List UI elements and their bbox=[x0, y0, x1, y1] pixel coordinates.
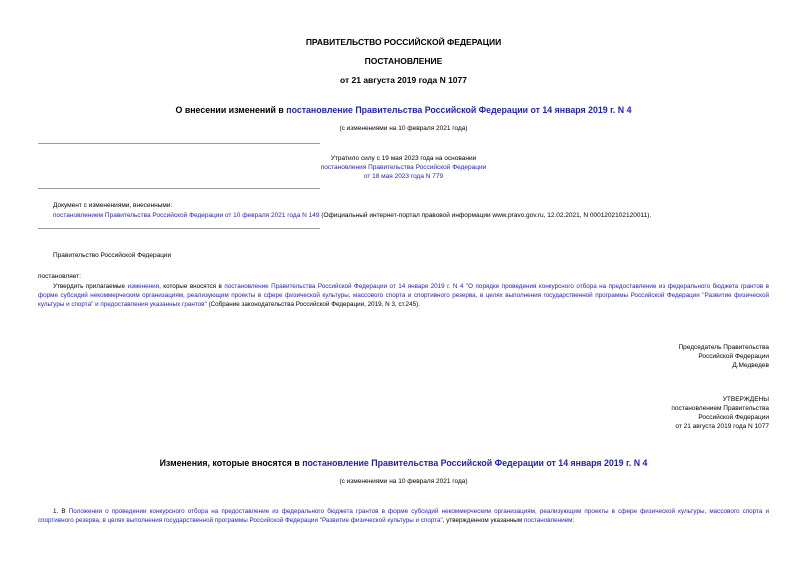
changes-source-text: (Официальный интернет-портал правовой информации www.pravo.gov.ru, 12.02.2021, N 0001202102120011). bbox=[319, 212, 652, 219]
changes-title-edition: (с изменениями на 10 февраля 2021 года) bbox=[339, 478, 468, 485]
changes-label: Документ с изменениями, внесенными: bbox=[53, 202, 173, 209]
approved-heading: УТВЕРЖДЕНЫ bbox=[722, 396, 769, 403]
lapse-notice bbox=[0, 154, 807, 181]
item-1 bbox=[38, 507, 769, 525]
lapse-link-1[interactable]: постановления Правительства Российской Федерации bbox=[320, 164, 487, 171]
signature-title: Председатель Правительства bbox=[678, 344, 769, 351]
government-name: Правительство Российской Федерации bbox=[53, 252, 172, 259]
changes-title-link[interactable]: постановление Правительства Российской Федерации от 14 января 2019 г. N 4 bbox=[302, 458, 648, 468]
signature-name: Д.Медведев bbox=[732, 362, 769, 369]
approved-line-2: постановлением Правительства bbox=[671, 405, 769, 412]
approved-line-3: Российской Федерации bbox=[698, 414, 769, 421]
title-edition: (с изменениями на 10 февраля 2021 года) bbox=[339, 125, 468, 132]
p1-link-resolution[interactable]: постановление Правительства Российской Федерации от 14 января 2019 г. N 4 "О порядке проведения конкурсного отбора на предоставление из федерального бюджета грантов в форме субсидий некоммерческим организациям, реализующим проекты в сфере физической культуры, массового спорта и спортивного резерва, в целях выполнения государственной программы Российской Федерации "Развитие физической культуры и спорта" и предоставления указанных грантов" bbox=[38, 283, 769, 308]
document-title bbox=[0, 105, 807, 115]
divider bbox=[38, 143, 320, 144]
approved-block bbox=[500, 395, 769, 431]
divider bbox=[38, 228, 320, 229]
p1-link-changes[interactable]: изменения bbox=[127, 283, 160, 290]
changes-link[interactable]: постановлением Правительства Российской Федерации от 10 февраля 2021 года N 149 bbox=[53, 212, 320, 219]
document-date: от 21 августа 2019 года N 1077 bbox=[340, 75, 467, 85]
p1-text-c: (Собрание законодательства Российской Федерации, 2019, N 3, ст.245). bbox=[206, 301, 420, 308]
changes-source bbox=[53, 211, 773, 220]
government-header: ПРАВИТЕЛЬСТВО РОССИЙСКОЙ ФЕДЕРАЦИИ bbox=[305, 37, 502, 47]
resolves: постановляет: bbox=[38, 273, 81, 280]
changes-title-prefix: Изменения, которые вносятся в bbox=[159, 458, 303, 468]
signature-block bbox=[500, 343, 769, 370]
divider bbox=[38, 188, 320, 189]
paragraph-1 bbox=[38, 282, 769, 309]
signature-org: Российской Федерации bbox=[698, 353, 769, 360]
lapse-link-2[interactable]: от 18 мая 2023 года N 779 bbox=[363, 173, 444, 180]
changes-title bbox=[0, 458, 807, 468]
approved-line-4: от 21 августа 2019 года N 1077 bbox=[675, 423, 769, 430]
item1-text-a: 1. В bbox=[53, 508, 69, 515]
item1-link-resolution[interactable]: постановлением bbox=[523, 517, 573, 524]
item1-text-c: : bbox=[572, 517, 575, 524]
title-link[interactable]: постановление Правительства Российской Федерации от 14 января 2019 г. N 4 bbox=[286, 105, 632, 115]
item1-link-regulation[interactable]: Положении о проведении конкурсного отбора на предоставление из федерального бюджета грантов в форме субсидий некоммерческим организациям, реализующим проекты в сфере физической культуры, массового спорта и спортивного резерва, в целях выполнения государственной программы Российской Федерации "Развитие физической культуры и спорта" bbox=[38, 508, 769, 524]
lapse-text: Утратило силу с 19 мая 2023 года на основании bbox=[330, 155, 477, 162]
title-prefix: О внесении изменений в bbox=[175, 105, 287, 115]
p1-text-b: , которые вносятся в bbox=[159, 283, 225, 290]
document-type: ПОСТАНОВЛЕНИЕ bbox=[364, 56, 443, 66]
p1-text-a: Утвердить прилагаемые bbox=[53, 283, 128, 290]
item1-text-b: , утвержденном указанным bbox=[442, 517, 524, 524]
